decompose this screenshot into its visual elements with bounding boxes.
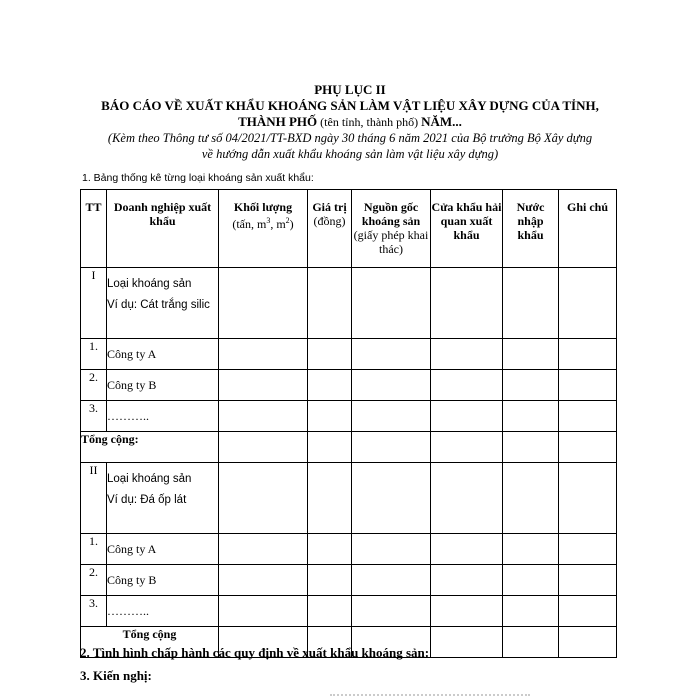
group1-category-cell: [107, 268, 219, 339]
group2-total-label: Tổng cộng: [81, 627, 219, 658]
row-tt: 2.: [81, 370, 107, 401]
section-recommendations-heading: 3. Kiến nghị:: [80, 668, 152, 683]
row-company: Công ty B: [107, 565, 219, 596]
faint-text-line: [330, 694, 530, 700]
table-row: [81, 370, 617, 401]
group2-category-label: Loại khoáng sản: [107, 473, 192, 485]
group1-category-example: Ví dụ: Cát trắng silic: [107, 299, 210, 311]
row-company: ………..: [107, 596, 219, 627]
table-row: [81, 596, 617, 627]
header-origin: [352, 190, 431, 268]
legal-note-line2: về hướng dẫn xuất khẩu khoáng sản làm vật liệu xây dựng): [201, 147, 499, 161]
header-volume: [219, 190, 308, 268]
header-value: [308, 190, 352, 268]
table-row: [81, 401, 617, 432]
report-title-year: NĂM...: [421, 114, 462, 129]
header-value-unit: (đồng): [313, 214, 346, 228]
appendix-title: PHỤ LỤC II: [314, 82, 386, 97]
table-row: [81, 339, 617, 370]
header-tt: TT: [81, 190, 107, 268]
header-origin-label: Nguồn gốc khoáng sản: [361, 200, 421, 228]
row-tt: 3.: [81, 596, 107, 627]
header-volume-unit: (tấn, $m^3$, $m^2$): [232, 216, 294, 231]
row-company: Công ty A: [107, 534, 219, 565]
row-tt: 1.: [81, 534, 107, 565]
group2-tt: II: [81, 463, 107, 534]
group1-category-label: Loại khoáng sản: [107, 278, 192, 290]
row-tt: 3.: [81, 401, 107, 432]
group1-total-label: Tổng cộng:: [81, 432, 219, 463]
row-tt: 2.: [81, 565, 107, 596]
report-title-placeholder: (tên tỉnh, thành phố): [317, 115, 422, 129]
table-row-group1-total: [81, 432, 617, 463]
header-import-country: Nước nhập khẩu: [503, 190, 559, 268]
header-border-gate: Cửa khẩu hải quan xuất khẩu: [431, 190, 503, 268]
table-row-group2-category: [81, 463, 617, 534]
legal-note-line1: (Kèm theo Thông tư số 04/2021/TT-BXD ngày 30 tháng 6 năm 2021 của Bộ trưởng Bộ Xây dựng: [107, 131, 593, 145]
row-tt: 1.: [81, 339, 107, 370]
table-header-row: [81, 190, 617, 268]
legal-note: [60, 130, 640, 162]
table-row-group1-category: [81, 268, 617, 339]
group2-category-cell: [107, 463, 219, 534]
group2-category-example: Ví dụ: Đá ốp lát: [107, 494, 187, 506]
table-row: [81, 534, 617, 565]
group1-tt: I: [81, 268, 107, 339]
report-title-line1: BÁO CÁO VỀ XUẤT KHẨU KHOÁNG SẢN LÀM VẬT LIỆU XÂY DỰNG CỦA TỈNH,: [101, 98, 599, 113]
row-company: ………..: [107, 401, 219, 432]
header-origin-note: (giấy phép khai thác): [353, 228, 429, 256]
header-company: Doanh nghiệp xuất khẩu: [107, 190, 219, 268]
table-caption: 1. Bảng thống kê từng loại khoáng sản xuất khẩu:: [82, 172, 314, 184]
export-statistics-table: [80, 189, 617, 658]
report-title-line2: [60, 114, 640, 130]
report-title-city: THÀNH PHỐ: [238, 114, 318, 129]
row-company: Công ty B: [107, 370, 219, 401]
header-value-label: Giá trị: [312, 200, 347, 214]
header-note: Ghi chú: [559, 190, 617, 268]
table-row: [81, 565, 617, 596]
section-compliance-heading: 2. Tình hình chấp hành các quy định về xuất khẩu khoáng sản:: [80, 645, 430, 660]
row-company: Công ty A: [107, 339, 219, 370]
header-volume-label: Khối lượng: [233, 200, 293, 214]
